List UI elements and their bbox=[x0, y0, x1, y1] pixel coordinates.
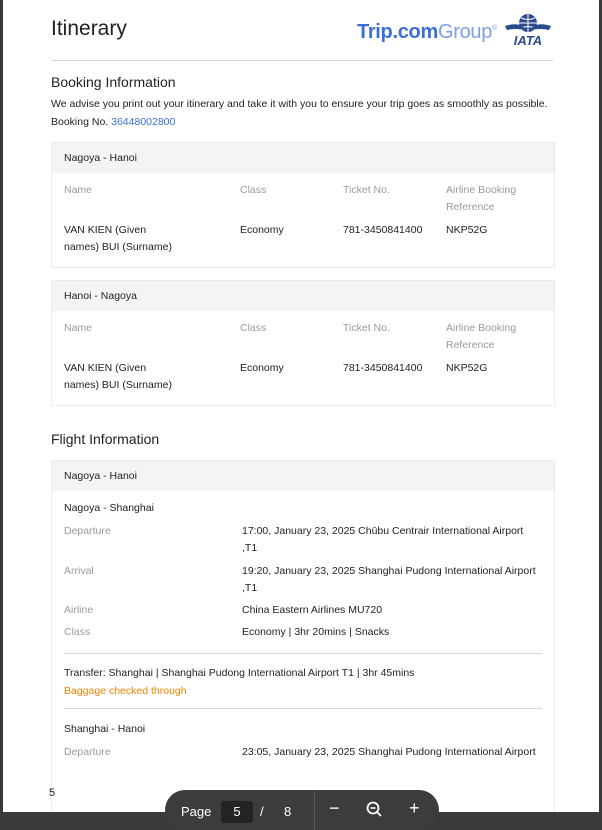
toolbar-divider bbox=[314, 790, 315, 830]
class-label: Class bbox=[64, 626, 91, 638]
arrival-value-line2: ,T1 bbox=[242, 582, 258, 594]
passenger-name-line1: VAN KIEN (Given bbox=[64, 224, 147, 236]
leg-divider bbox=[64, 653, 542, 654]
booking-reference: NKP52G bbox=[446, 362, 488, 374]
page-separator: / bbox=[260, 804, 264, 819]
leg-title: Nagoya - Shanghai bbox=[64, 502, 154, 514]
booking-info-heading: Booking Information bbox=[51, 74, 176, 90]
ticket-class: Economy bbox=[240, 362, 284, 374]
reference-header-line1: Airline Booking bbox=[446, 322, 517, 334]
tripcom-group-logo: Trip.comGroup® bbox=[357, 21, 497, 43]
departure-value bbox=[242, 523, 523, 557]
baggage-note: Baggage checked through bbox=[64, 685, 187, 697]
booking-number-line bbox=[51, 116, 175, 128]
booking-reference: NKP52G bbox=[446, 224, 488, 236]
booking-number-link[interactable]: 36448002800 bbox=[111, 116, 176, 128]
ticket-column-header: Ticket No. bbox=[343, 184, 390, 196]
header-divider bbox=[51, 60, 553, 61]
ticket-number: 781-3450841400 bbox=[343, 224, 423, 236]
departure-value-line2: ,T1 bbox=[242, 542, 258, 554]
booking-advice: We advise you print out your itinerary and take it with you to ensure your trip goes as smoothly as possible. bbox=[51, 98, 548, 110]
zoom-fit-button[interactable] bbox=[365, 800, 383, 823]
name-column-header: Name bbox=[64, 322, 93, 334]
brand-main: Trip.com bbox=[357, 21, 438, 43]
reference-header-line2: Reference bbox=[446, 201, 495, 213]
page-number: 5 bbox=[49, 787, 56, 799]
airline-label: Airline bbox=[64, 604, 94, 616]
leg-title: Shanghai - Hanoi bbox=[64, 723, 146, 735]
class-value: Economy | 3hr 20mins | Snacks bbox=[242, 626, 390, 638]
zoom-in-button[interactable]: + bbox=[409, 798, 420, 818]
iata-text: IATA bbox=[513, 33, 543, 48]
passenger-name-line2: names) BUI (Surname) bbox=[64, 241, 172, 253]
departure-value: 23:05, January 23, 2025 Shanghai Pudong International Airport bbox=[242, 746, 536, 758]
magnifier-icon bbox=[365, 800, 383, 818]
ticket-number: 781-3450841400 bbox=[343, 362, 423, 374]
reference-column-header bbox=[446, 182, 516, 216]
departure-value-line1: 17:00, January 23, 2025 Chūbu Centrair International Airport bbox=[242, 525, 524, 537]
ticket-card bbox=[51, 142, 555, 268]
iata-globe-icon bbox=[503, 12, 553, 48]
total-pages: 8 bbox=[284, 804, 292, 819]
passenger-name-line1: VAN KIEN (Given bbox=[64, 362, 147, 374]
page-number-input[interactable]: 5 bbox=[221, 801, 253, 823]
passenger-name bbox=[64, 360, 172, 394]
flight-route: Nagoya - Hanoi bbox=[52, 461, 554, 491]
arrival-value bbox=[242, 563, 536, 597]
reference-header-line2: Reference bbox=[446, 339, 495, 351]
transfer-info: Transfer: Shanghai | Shanghai Pudong International Airport T1 | 3hr 45mins bbox=[64, 667, 415, 679]
passenger-name-line2: names) BUI (Surname) bbox=[64, 379, 172, 391]
page-title: Itinerary bbox=[51, 17, 127, 40]
departure-label: Departure bbox=[64, 746, 111, 758]
zoom-out-button[interactable]: − bbox=[329, 798, 340, 818]
reference-header-line1: Airline Booking bbox=[446, 184, 517, 196]
itinerary-page bbox=[3, 0, 599, 812]
arrival-value-line1: 19:20, January 23, 2025 Shanghai Pudong International Airport bbox=[242, 565, 536, 577]
ticket-class: Economy bbox=[240, 224, 284, 236]
pdf-viewer-toolbar bbox=[165, 790, 439, 830]
reference-column-header bbox=[446, 320, 516, 354]
departure-label: Departure bbox=[64, 525, 111, 537]
class-column-header: Class bbox=[240, 184, 267, 196]
flight-info-heading: Flight Information bbox=[51, 431, 160, 447]
ticket-column-header: Ticket No. bbox=[343, 322, 390, 334]
ticket-route: Hanoi - Nagoya bbox=[52, 281, 554, 311]
brand-group: Group bbox=[437, 21, 493, 43]
name-column-header: Name bbox=[64, 184, 93, 196]
transfer-divider bbox=[64, 708, 542, 709]
airline-value: China Eastern Airlines MU720 bbox=[242, 604, 383, 616]
booking-number-label: Booking No. bbox=[51, 116, 109, 128]
passenger-name bbox=[64, 222, 172, 256]
class-column-header: Class bbox=[240, 322, 267, 334]
page-label: Page bbox=[181, 804, 212, 819]
ticket-route: Nagoya - Hanoi bbox=[52, 143, 554, 173]
ticket-card bbox=[51, 280, 555, 406]
iata-logo bbox=[503, 12, 553, 48]
flight-card bbox=[51, 460, 555, 812]
arrival-label: Arrival bbox=[64, 565, 94, 577]
